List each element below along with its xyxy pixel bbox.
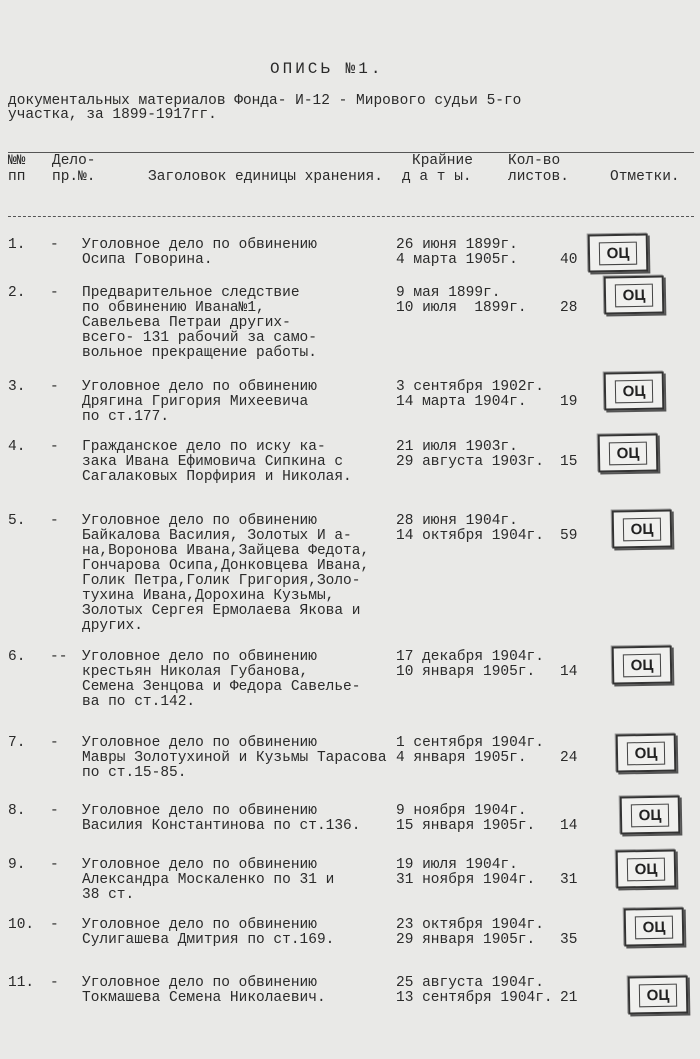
row-date-to: 31 ноября 1904г. (396, 872, 536, 888)
row-case-dash: - (50, 735, 59, 751)
header-bottom-rule (8, 216, 694, 217)
row-date-to: 29 января 1905г. (396, 932, 536, 948)
oc-stamp-label: ОЦ (626, 857, 665, 881)
row-date-from: 23 октября 1904г. (396, 917, 544, 933)
row-number: 3. (8, 379, 26, 395)
row-date-from: 21 июля 1903г. (396, 439, 518, 455)
row-heading-line: Семена Зенцова и Федора Савелье- (82, 679, 361, 695)
oc-stamp (612, 645, 673, 684)
row-heading-line: Уголовное дело по обвинению (82, 237, 317, 253)
oc-stamp-label: ОЦ (622, 653, 661, 677)
row-date-from: 28 июня 1904г. (396, 513, 518, 529)
oc-stamp (588, 233, 649, 272)
row-case-dash: - (50, 975, 59, 991)
oc-stamp-label: ОЦ (614, 283, 653, 307)
row-heading-line: всего- 131 рабочий за само- (82, 330, 317, 346)
row-sheet-count: 15 (560, 454, 578, 470)
row-date-from: 3 сентября 1902г. (396, 379, 544, 395)
row-heading-line: других. (82, 618, 143, 634)
row-heading-line: Гражданское дело по иску ка- (82, 439, 326, 455)
oc-stamp-label: ОЦ (630, 803, 669, 827)
row-number: 9. (8, 857, 26, 873)
subtitle-line-1: документальных материалов Фонда- И-12 - Мирового судьи 5-го (8, 93, 522, 109)
row-heading-line: крестьян Николая Губанова, (82, 664, 309, 680)
row-date-from: 19 июля 1904г. (396, 857, 518, 873)
row-heading-line: зака Ивана Ефимовича Сипкина с (82, 454, 344, 470)
row-case-dash: -- (50, 649, 68, 665)
row-sheet-count: 14 (560, 664, 578, 680)
oc-stamp-label: ОЦ (598, 241, 637, 265)
row-heading-line: Осипа Говорина. (82, 252, 213, 268)
row-number: 2. (8, 285, 26, 301)
oc-stamp (628, 975, 689, 1014)
row-date-to: 15 января 1905г. (396, 818, 536, 834)
row-number: 8. (8, 803, 26, 819)
row-heading-line: Уголовное дело по обвинению (82, 649, 317, 665)
row-date-to: 10 июля 1899г. (396, 300, 527, 316)
row-case-dash: - (50, 803, 59, 819)
row-heading-line: Уголовное дело по обвинению (82, 379, 317, 395)
row-number: 7. (8, 735, 26, 751)
row-heading-line: Уголовное дело по обвинению (82, 735, 317, 751)
row-date-to: 13 сентября 1904г. (396, 990, 553, 1006)
oc-stamp (620, 795, 681, 834)
row-date-from: 25 августа 1904г. (396, 975, 544, 991)
row-date-to: 4 марта 1905г. (396, 252, 518, 268)
row-heading-line: Савельева Петраи других- (82, 315, 291, 331)
oc-stamp (604, 275, 665, 314)
oc-stamp-label: ОЦ (634, 915, 673, 939)
row-date-to: 10 января 1905г. (396, 664, 536, 680)
row-date-to: 4 января 1905г. (396, 750, 527, 766)
row-heading-line: Уголовное дело по обвинению (82, 975, 317, 991)
row-heading-line: Дрягина Григория Михеевича (82, 394, 309, 410)
oc-stamp (616, 733, 677, 772)
col-notes: Отметки. (610, 169, 680, 185)
row-sheet-count: 21 (560, 990, 578, 1006)
row-date-from: 9 мая 1899г. (396, 285, 501, 301)
row-heading-line: Голик Петра,Голик Григория,Золо- (82, 573, 361, 589)
col-sheets-line1: Кол-во (508, 153, 561, 169)
row-heading-line: тухина Ивана,Дорохина Кузьмы, (82, 588, 335, 604)
row-heading-line: Уголовное дело по обвинению (82, 513, 317, 529)
row-case-dash: - (50, 439, 59, 455)
row-date-from: 1 сентября 1904г. (396, 735, 544, 751)
col-dates-line2: д а т ы. (402, 169, 472, 185)
row-heading-line: Гончарова Осипа,Донковцева Ивана, (82, 558, 370, 574)
row-heading-line: Сулигашева Дмитрия по ст.169. (82, 932, 335, 948)
col-dates-line1: Крайние (412, 153, 473, 169)
col-num-line1: №№ (8, 153, 26, 169)
col-sheets-line2: листов. (508, 169, 569, 185)
row-number: 4. (8, 439, 26, 455)
row-sheet-count: 35 (560, 932, 578, 948)
row-case-dash: - (50, 513, 59, 529)
row-heading-line: ва по ст.142. (82, 694, 196, 710)
row-date-to: 14 марта 1904г. (396, 394, 527, 410)
row-case-dash: - (50, 379, 59, 395)
oc-stamp (612, 509, 673, 548)
row-heading-line: Уголовное дело по обвинению (82, 917, 317, 933)
row-sheet-count: 40 (560, 252, 578, 268)
row-heading-line: Сагалаковых Порфирия и Николая. (82, 469, 352, 485)
oc-stamp (624, 907, 685, 946)
row-date-to: 29 августа 1903г. (396, 454, 544, 470)
row-sheet-count: 59 (560, 528, 578, 544)
row-heading-line: Василия Константинова по ст.136. (82, 818, 361, 834)
row-heading-line: по обвинению Ивана№1, (82, 300, 265, 316)
row-case-dash: - (50, 237, 59, 253)
row-heading-line: Токмашева Семена Николаевич. (82, 990, 326, 1006)
row-sheet-count: 31 (560, 872, 578, 888)
row-heading-line: Александра Москаленко по 31 и (82, 872, 335, 888)
row-case-dash: - (50, 285, 59, 301)
row-date-to: 14 октября 1904г. (396, 528, 544, 544)
row-heading-line: на,Воронова Ивана,Зайцева Федота, (82, 543, 370, 559)
row-date-from: 9 ноября 1904г. (396, 803, 527, 819)
header-top-rule (8, 152, 694, 153)
row-heading-line: Байкалова Василия, Золотых И а- (82, 528, 352, 544)
col-case-line1: Дело- (52, 153, 96, 169)
row-heading-line: Уголовное дело по обвинению (82, 803, 317, 819)
row-heading-line: по ст.15-85. (82, 765, 187, 781)
row-heading-line: Уголовное дело по обвинению (82, 857, 317, 873)
row-date-from: 17 декабря 1904г. (396, 649, 544, 665)
oc-stamp-label: ОЦ (622, 517, 661, 541)
subtitle-line-2: участка, за 1899-1917гг. (8, 107, 217, 123)
row-heading-line: вольное прекращение работы. (82, 345, 317, 361)
row-number: 6. (8, 649, 26, 665)
row-sheet-count: 19 (560, 394, 578, 410)
row-sheet-count: 14 (560, 818, 578, 834)
col-heading: Заголовок единицы хранения. (148, 169, 383, 185)
oc-stamp (598, 433, 659, 472)
row-number: 11. (8, 975, 35, 991)
row-number: 10. (8, 917, 35, 933)
row-heading-line: Предварительное следствие (82, 285, 300, 301)
col-num-line2: пп (8, 169, 26, 185)
oc-stamp (604, 371, 665, 410)
row-number: 1. (8, 237, 26, 253)
row-date-from: 26 июня 1899г. (396, 237, 518, 253)
row-sheet-count: 28 (560, 300, 578, 316)
page-title: ОПИСЬ №1. (270, 60, 384, 78)
oc-stamp-label: ОЦ (638, 983, 677, 1007)
row-case-dash: - (50, 857, 59, 873)
row-heading-line: 38 ст. (82, 887, 135, 903)
oc-stamp-label: ОЦ (608, 441, 647, 465)
row-sheet-count: 24 (560, 750, 578, 766)
row-case-dash: - (50, 917, 59, 933)
row-heading-line: Мавры Золотухиной и Кузьмы Тарасова (82, 750, 387, 766)
col-case-line2: пр.№. (52, 169, 96, 185)
oc-stamp-label: ОЦ (614, 379, 653, 403)
row-heading-line: по ст.177. (82, 409, 170, 425)
row-number: 5. (8, 513, 26, 529)
oc-stamp-label: ОЦ (626, 741, 665, 765)
row-heading-line: Золотых Сергея Ермолаева Якова и (82, 603, 361, 619)
oc-stamp (616, 849, 677, 888)
